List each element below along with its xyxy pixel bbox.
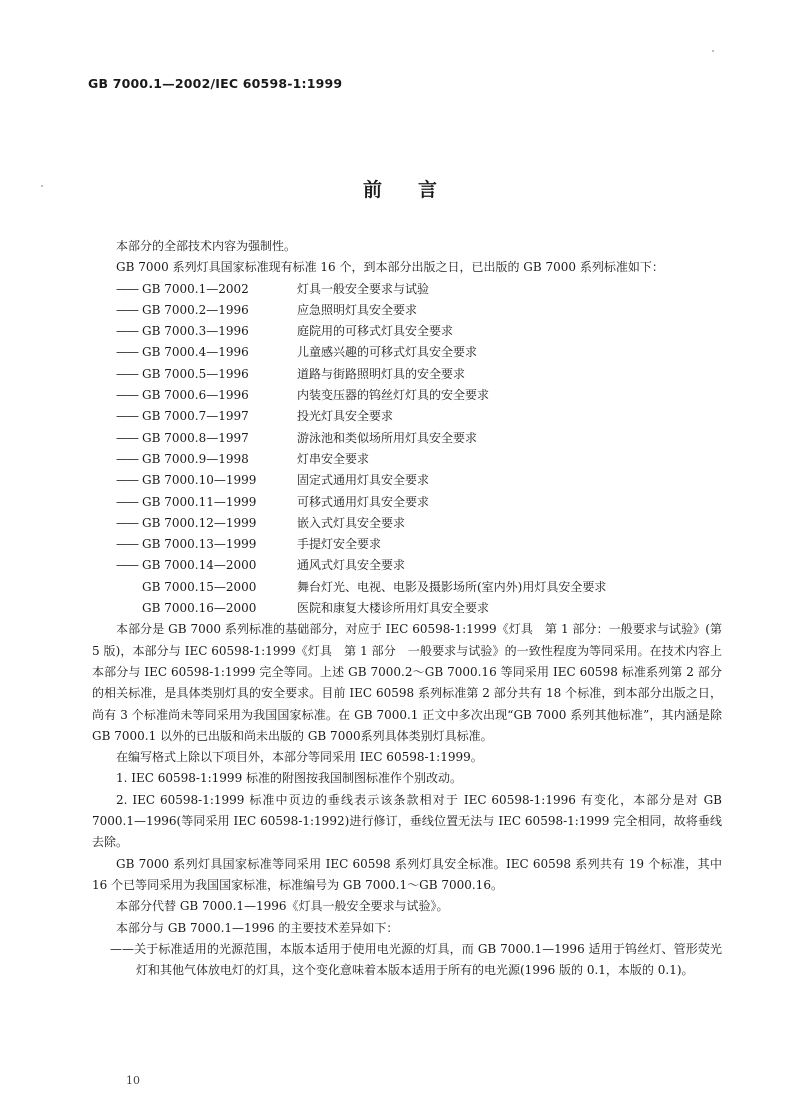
document-body: [92, 236, 722, 981]
list-dash: ——: [116, 302, 138, 317]
standard-list-item: [92, 342, 722, 363]
list-dash: ——: [116, 451, 138, 466]
list-dash: ——: [116, 388, 138, 403]
standard-list-item: [92, 385, 722, 406]
list-dash: ——: [116, 281, 138, 296]
standard-code: GB 7000.3—1996: [142, 324, 249, 339]
intro-paragraph: GB 7000 系列灯具国家标准现有标准 16 个，到本部分出版之日，已出版的 GB 7000 系列标准如下：: [116, 260, 664, 275]
intro-paragraph: 本部分的全部技术内容为强制性。: [116, 239, 297, 253]
standard-list-item: [92, 534, 722, 555]
list-dash: ——: [116, 537, 138, 552]
standard-title: 灯具一般安全要求与试验: [297, 281, 430, 296]
standard-title: 应急照明灯具安全要求: [297, 302, 418, 317]
standard-list-item: [92, 428, 722, 449]
difference-item: ——关于标准适用的光源范围，本版本适用于使用电光源的灯具，而 GB 7000.1—1996 适用于钨丝灯、管形荧光灯和其他气体放电灯的灯具，这个变化意味着本版本适用于所有的电光源(1996 版的 0.1，本版的 0.1)。: [110, 941, 722, 978]
standard-code: GB 7000.14—2000: [142, 558, 257, 573]
standard-code: GB 7000.8—1997: [142, 430, 249, 445]
list-dash: ——: [116, 473, 138, 488]
standard-code: GB 7000.1—2002: [142, 281, 249, 296]
standard-title: 嵌入式灯具安全要求: [297, 515, 406, 530]
standard-code: GB 7000.7—1997: [142, 409, 249, 424]
standard-list-item: [92, 492, 722, 513]
page-title: 前言: [362, 179, 473, 201]
standard-list-item: [92, 513, 722, 534]
standard-title: 内装变压器的钨丝灯灯具的安全要求: [297, 388, 490, 403]
standard-title: 儿童感兴趣的可移式灯具安全要求: [297, 345, 478, 360]
standard-title: 通风式灯具安全要求: [297, 558, 406, 573]
standard-code: GB 7000.5—1996: [142, 366, 249, 381]
standard-list-item: [92, 300, 722, 321]
standard-title: 医院和康复大楼诊所用灯具安全要求: [297, 601, 490, 616]
paragraph: 1. IEC 60598-1:1999 标准的附图按我国制图标准作个别改动。: [116, 771, 463, 786]
standard-code: GB 7000.4—1996: [142, 345, 249, 360]
paragraph: 本部分是 GB 7000 系列标准的基础部分，对应于 IEC 60598-1:1999《灯具 第 1 部分：一般要求与试验》(第 5 版)，本部分与 IEC 60598-1:1999《灯具 第 1 部分 一般要求与试验》的一致性程度为等同采用。在技术内容上本部分与 IEC 60598-1:1999 完全等同。上述 GB 7000.2～GB 7000.16 等同采用 IEC 60598 标准系列第 2 部分的相关标准，是具体类别灯具的安全要求。目前 IEC 60598 系列标准第 2 部分共有 18 个标准，到本部分出版之日，尚有 3 个标准尚未等同采用为我国国家标准。在 GB 7000.1 正文中多次出现“GB 7000 系列其他标准”，其内涵是除 GB 7000.1 以外的已出版和尚未出版的 GB 7000系列具体类别灯具标准。: [92, 622, 722, 743]
page-number: 10: [126, 1074, 140, 1087]
standard-code: GB 7000.13—1999: [142, 537, 257, 552]
standard-code: GB 7000.16—2000: [142, 601, 257, 616]
standard-list-item: [92, 555, 722, 576]
list-dash: ——: [116, 515, 138, 530]
standard-title: 灯串安全要求: [297, 451, 370, 466]
paragraph: 2. IEC 60598-1:1999 标准中页边的垂线表示该条款相对于 IEC 60598-1:1996 有变化，本部分是对 GB 7000.1—1996(等同采用 IEC 60598-1:1992)进行修订，垂线位置无法与 IEC 60598-1:1999 完全相同，故将垂线去除。: [92, 792, 722, 850]
standard-list-item: [92, 406, 722, 427]
standard-list-item: [92, 321, 722, 342]
scan-speck: [41, 185, 43, 187]
paragraph: 本部分代替 GB 7000.1—1996《灯具一般安全要求与试验》。: [116, 899, 449, 914]
list-dash: ——: [116, 409, 138, 424]
standard-code-header: GB 7000.1—2002/IEC 60598-1:1999: [88, 76, 343, 91]
standard-title: 舞台灯光、电视、电影及摄影场所(室内外)用灯具安全要求: [297, 579, 607, 594]
list-dash: ——: [116, 430, 138, 445]
paragraph: GB 7000 系列灯具国家标准等同采用 IEC 60598 系列灯具安全标准。IEC 60598 系列共有 19 个标准，其中 16 个已等同采用为我国国家标准，标准编号为 GB 7000.1～GB 7000.16。: [92, 856, 722, 892]
standard-code: GB 7000.6—1996: [142, 388, 249, 403]
list-dash: ——: [116, 558, 138, 573]
paragraph: 在编写格式上除以下项目外，本部分等同采用 IEC 60598-1:1999。: [116, 750, 483, 765]
standard-title: 手提灯安全要求: [297, 537, 382, 552]
standard-list-item: [92, 577, 722, 598]
standard-code: GB 7000.15—2000: [142, 579, 257, 594]
standard-code: GB 7000.9—1998: [142, 451, 249, 466]
standard-title: 投光灯具安全要求: [297, 409, 394, 424]
list-dash: ——: [116, 494, 138, 509]
paragraph: 本部分与 GB 7000.1—1996 的主要技术差异如下：: [116, 920, 399, 935]
standard-list-item: [92, 449, 722, 470]
scan-speck: [712, 50, 714, 52]
standards-list: [92, 279, 722, 620]
list-dash: ——: [116, 324, 138, 339]
list-dash: ——: [116, 345, 138, 360]
standard-code: GB 7000.11—1999: [142, 494, 257, 509]
standard-title: 庭院用的可移式灯具安全要求: [297, 324, 454, 339]
standard-title: 可移式通用灯具安全要求: [297, 494, 430, 509]
standard-list-item: [92, 470, 722, 491]
standard-title: 道路与街路照明灯具的安全要求: [297, 366, 466, 381]
standard-list-item: [92, 364, 722, 385]
standard-list-item: [92, 598, 722, 619]
standard-code: GB 7000.10—1999: [142, 473, 257, 488]
standard-code: GB 7000.12—1999: [142, 515, 257, 530]
list-dash: ——: [116, 366, 138, 381]
standard-list-item: [92, 279, 722, 300]
standard-code: GB 7000.2—1996: [142, 302, 249, 317]
standard-title: 固定式通用灯具安全要求: [297, 473, 430, 488]
standard-title: 游泳池和类似场所用灯具安全要求: [297, 430, 478, 445]
